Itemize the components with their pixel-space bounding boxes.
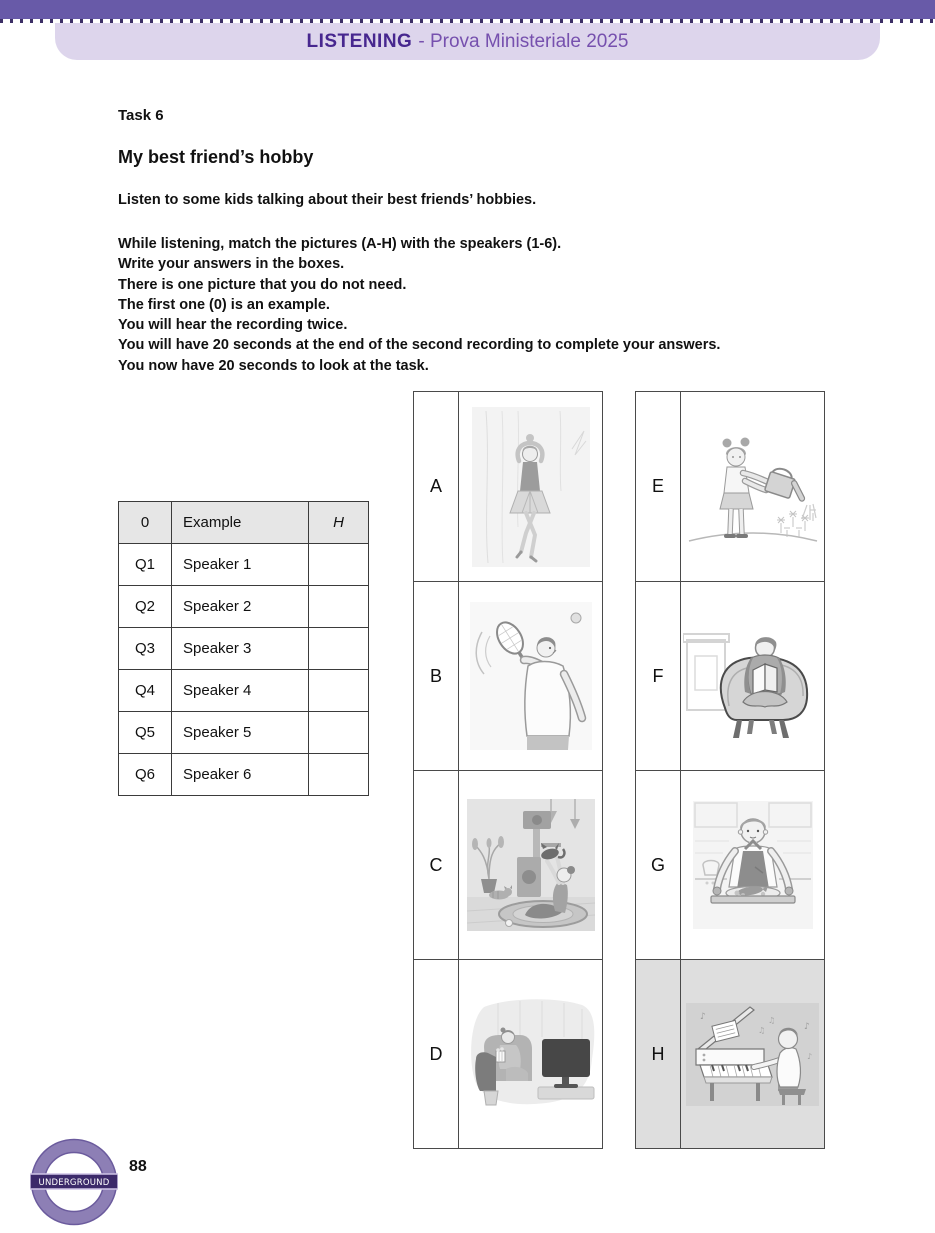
answer-row-q5: [119, 712, 369, 754]
q5-answer-box[interactable]: [309, 712, 369, 754]
picture-row-e: [636, 392, 824, 581]
picture-label-b: B: [414, 582, 459, 770]
svg-text:♫: ♫: [768, 1015, 776, 1025]
picture-label-a: A: [414, 392, 459, 581]
instruction-line-7: You now have 20 seconds to look at the task.: [118, 357, 429, 374]
reading-illustration: [683, 610, 823, 742]
instruction-line-3: There is one picture that you do not need.: [118, 276, 407, 293]
underground-logo-text: UNDERGROUND: [38, 1178, 110, 1188]
q2-label-cell: Speaker 2: [172, 586, 309, 628]
q3-answer-box[interactable]: [309, 628, 369, 670]
page-number: 88: [129, 1158, 147, 1175]
q1-label-cell: Speaker 1: [172, 544, 309, 586]
instruction-line-6: You will have 20 seconds at the end of the second recording to complete your answers.: [118, 337, 721, 354]
answer-row-q6: [119, 754, 369, 796]
example-code-cell: 0: [119, 502, 172, 544]
example-label-cell: Example: [172, 502, 309, 544]
underground-logo: [30, 1138, 118, 1226]
watering-plants-illustration: [683, 419, 823, 554]
answer-row-example: [119, 502, 369, 544]
picture-cell-f: [681, 582, 824, 770]
answer-row-q2: [119, 586, 369, 628]
header-strip: [0, 0, 935, 19]
picture-label-d: D: [414, 960, 459, 1148]
header-subtitle: - Prova Ministeriale 2025: [418, 30, 629, 52]
intro-text: Listen to some kids talking about their best friends’ hobbies.: [118, 192, 537, 208]
q5-code-cell: Q5: [119, 712, 172, 754]
task-title: My best friend’s hobby: [118, 147, 314, 167]
picture-label-c: C: [414, 771, 459, 959]
svg-text:♪: ♪: [807, 1051, 813, 1061]
picture-label-h: H: [636, 960, 681, 1148]
picture-cell-c: [459, 771, 602, 959]
header-title-band: [55, 23, 880, 60]
picture-label-g: G: [636, 771, 681, 959]
picture-cell-g: [681, 771, 824, 959]
instruction-line-1: While listening, match the pictures (A-H) with the speakers (1-6).: [118, 236, 562, 252]
picture-cell-d: [459, 960, 602, 1148]
q1-answer-box[interactable]: [309, 544, 369, 586]
answer-row-q4: [119, 670, 369, 712]
q2-code-cell: Q2: [119, 586, 172, 628]
picture-row-f: [636, 581, 824, 770]
picture-row-d: [414, 959, 602, 1148]
picture-label-f: F: [636, 582, 681, 770]
picture-cell-e: [681, 392, 824, 581]
q3-label-cell: Speaker 3: [172, 628, 309, 670]
header-section-title: LISTENING: [306, 30, 413, 52]
picture-cell-h: [681, 960, 824, 1148]
watching-tv-illustration: [462, 993, 600, 1115]
q4-code-cell: Q4: [119, 670, 172, 712]
picture-row-g: [636, 770, 824, 959]
picture-row-h-example: [636, 959, 824, 1148]
tennis-illustration: [470, 602, 592, 750]
picture-cell-b: [459, 582, 602, 770]
q6-label-cell: Speaker 6: [172, 754, 309, 796]
svg-text:♪: ♪: [804, 1021, 810, 1032]
picture-row-a: [414, 392, 602, 581]
instruction-line-4: The first one (0) is an example.: [118, 296, 330, 313]
example-answer-cell: H: [309, 502, 369, 544]
instruction-line-2: Write your answers in the boxes.: [118, 256, 345, 273]
cat-play-illustration: [467, 799, 595, 931]
q6-code-cell: Q6: [119, 754, 172, 796]
svg-text:♫: ♫: [758, 1025, 766, 1035]
answer-row-q3: [119, 628, 369, 670]
instruction-line-5: You will hear the recording twice.: [118, 317, 348, 334]
q1-code-cell: Q1: [119, 544, 172, 586]
picture-cell-a: [459, 392, 602, 581]
piano-illustration: [686, 1003, 819, 1106]
picture-grid-left: [413, 391, 603, 1149]
picture-row-c: [414, 770, 602, 959]
q6-answer-box[interactable]: [309, 754, 369, 796]
cooking-illustration: [693, 801, 813, 929]
picture-grid-right: [635, 391, 825, 1149]
answer-row-q1: [119, 544, 369, 586]
svg-text:♪: ♪: [700, 1011, 706, 1022]
task-label: Task 6: [118, 107, 164, 124]
picture-row-b: [414, 581, 602, 770]
q4-answer-box[interactable]: [309, 670, 369, 712]
instructions-block: [118, 234, 720, 376]
q2-answer-box[interactable]: [309, 586, 369, 628]
answer-table: [118, 501, 369, 796]
ballet-illustration: [472, 407, 590, 567]
q3-code-cell: Q3: [119, 628, 172, 670]
q4-label-cell: Speaker 4: [172, 670, 309, 712]
q5-label-cell: Speaker 5: [172, 712, 309, 754]
picture-label-e: E: [636, 392, 681, 581]
